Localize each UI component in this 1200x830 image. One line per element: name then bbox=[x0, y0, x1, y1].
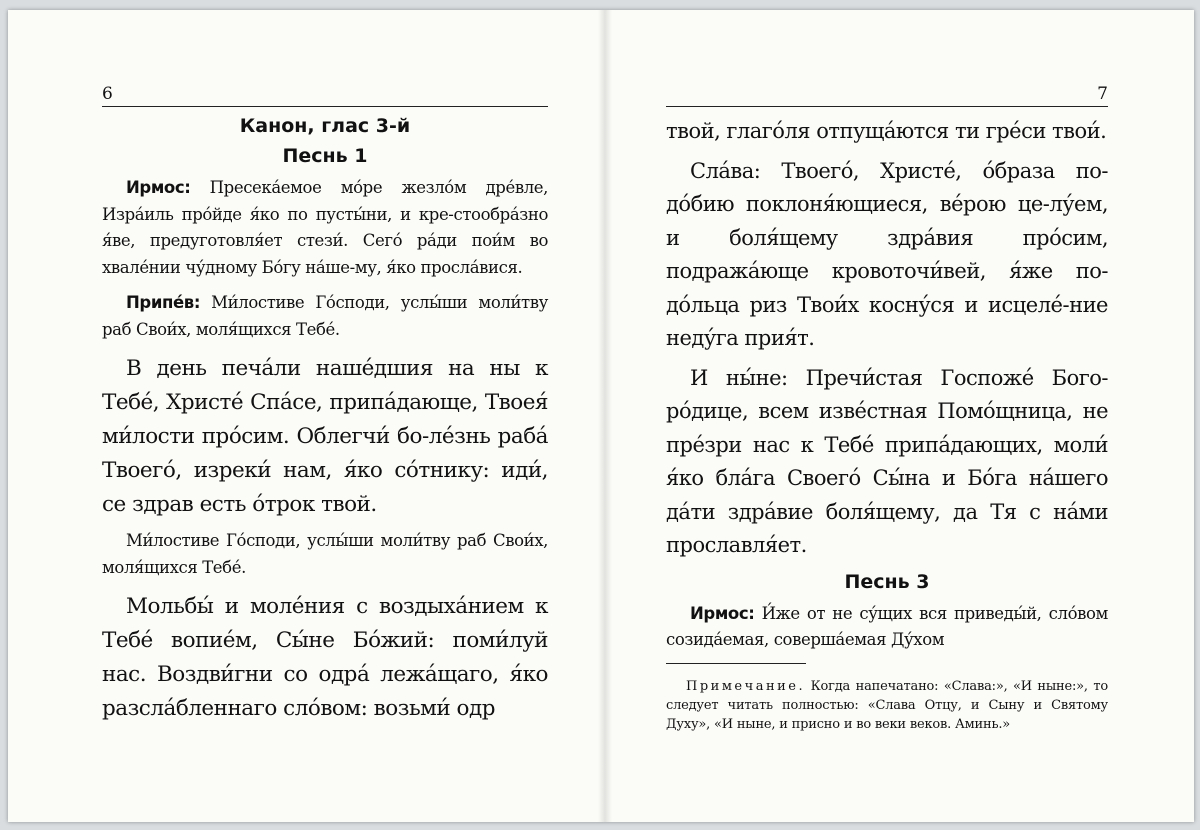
footnote-rule bbox=[666, 663, 806, 664]
page-number-left: 6 bbox=[102, 84, 113, 104]
refrain-paragraph bbox=[102, 290, 548, 343]
book-gutter bbox=[598, 10, 612, 822]
irmos-text: Пресека́емое мо́ре жезло́м дре́вле, Изра́иль про́йде я́ко по пусты́ни, и кре-стообра́зно я́ве, предуготовля́ет стези́. Сего́ ра́ди пои́м во хвале́нии чу́дному Бо́гу на́ше-му, я́ко просла́вися. bbox=[102, 178, 548, 277]
irmos-3-paragraph bbox=[666, 601, 1108, 654]
verse-1: В день печа́ли наше́дшия на ны к Тебе́, Христе́ Спа́се, припа́дающе, Твоея́ ми́лости про́сим. Облегчи́ бо-ле́знь раба́ Твоего́, изреки́ нам, я́ко со́тнику: иди́, се здрав есть о́трок твой. bbox=[102, 356, 548, 517]
right-page bbox=[666, 82, 1108, 747]
irmos-3-text: И́же от не су́щих вся приведы́й, сло́вом созида́емая, соверша́емая Ду́хом bbox=[666, 603, 1108, 649]
verse-continuation: твой, глаго́ля отпуща́ются ти гре́си твои́. bbox=[666, 119, 1107, 143]
canon-title: Канон, глас 3-й bbox=[239, 115, 411, 137]
verse-2: Мольбы́ и моле́ния с воздыха́нием к Тебе́ вопие́м, Сы́не Бо́жий: поми́луй нас. Воздви́гни со одра́ лежа́щаго, я́ко разсла́бленнаго сло́вом: возьми́ одр bbox=[102, 594, 548, 721]
irmos-paragraph bbox=[102, 175, 548, 281]
song-1-heading: Песнь 1 bbox=[282, 145, 368, 167]
refrain-text: Ми́лостиве Го́споди, услы́ши моли́тву раб Свои́х, моля́щихся Тебе́. bbox=[102, 293, 548, 339]
irmos-label: Ирмос: bbox=[126, 178, 191, 197]
footnote bbox=[666, 677, 1108, 734]
header-rule-left bbox=[102, 106, 548, 107]
refrain-label: Припе́в: bbox=[126, 293, 201, 312]
song-3-heading: Песнь 3 bbox=[844, 570, 930, 593]
book-spread bbox=[8, 10, 1194, 822]
refrain-repeat: Ми́лостиве Го́споди, услы́ши моли́тву раб Свои́х, моля́щихся Тебе́. bbox=[102, 531, 548, 577]
footnote-label: Примечание. bbox=[686, 678, 806, 694]
left-page bbox=[102, 82, 548, 732]
slava-verse: Сла́ва: Твоего́, Христе́, о́браза по-до́бию поклоня́ющиеся, ве́рою це-лу́ем, и боля́щему здра́вия про́сим, подража́юще кровоточи́вей, я́же по-до́льца риз Твои́х косну́ся и исцеле́-ние неду́га прия́т. bbox=[666, 158, 1108, 350]
footnote-text: Когда напечатано: «Слава:», «И ныне:», то следует читать полностью: «Слава Отцу, и Сыну и Святому Духу», «И ныне, и присно и во веки веков. Аминь.» bbox=[666, 678, 1108, 732]
i-nyne-verse: И ны́не: Пречи́стая Госпоже́ Бого-ро́дице, всем изве́стная Помо́щница, не пре́зри нас к Тебе́ припа́дающих, моли́ я́ко бла́га Своего́ Сы́на и Бо́га на́шего да́ти здра́вие боля́щему, да Тя с на́ми прославля́ет. bbox=[666, 365, 1108, 557]
irmos-3-label: Ирмос: bbox=[690, 603, 755, 623]
header-rule-right bbox=[666, 106, 1108, 107]
page-number-right: 7 bbox=[1097, 84, 1108, 104]
